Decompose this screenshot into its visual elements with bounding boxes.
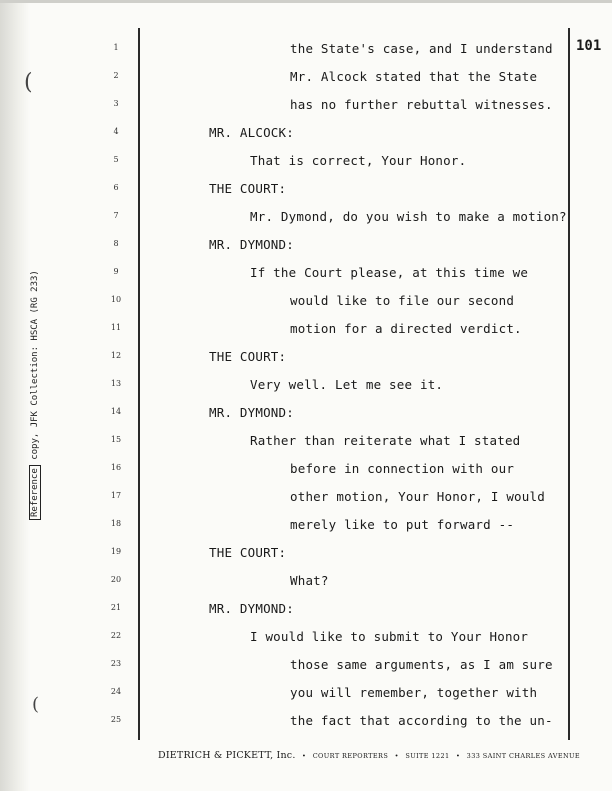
- line-number: 22: [110, 631, 122, 640]
- line-number: 12: [110, 351, 122, 360]
- left-margin-rule: [138, 28, 140, 740]
- line-number: 14: [110, 407, 122, 416]
- line-number: 13: [110, 379, 122, 388]
- footer-separator: •: [302, 752, 307, 760]
- footer-firm: DIETRICH & PICKETT, Inc.: [158, 750, 296, 761]
- scan-artifact-mark: (: [32, 694, 40, 715]
- line-number: 4: [113, 127, 119, 136]
- footer-separator: •: [394, 752, 399, 760]
- footer-suite: SUITE 1221: [405, 752, 450, 760]
- transcript-line: the fact that according to the un-: [290, 713, 553, 728]
- transcript-line: Mr. Alcock stated that the State: [290, 69, 538, 84]
- line-number: 24: [110, 687, 122, 696]
- line-number: 1: [113, 43, 119, 52]
- line-number: 19: [110, 547, 122, 556]
- line-number: 9: [113, 267, 119, 276]
- page-number: 101: [576, 38, 602, 54]
- speaker-label: THE COURT:: [209, 545, 287, 560]
- speaker-label: MR. ALCOCK:: [209, 125, 294, 140]
- footer-reporters: COURT REPORTERS: [312, 752, 389, 760]
- transcript-line: Very well. Let me see it.: [250, 377, 444, 392]
- line-number: 15: [110, 435, 122, 444]
- line-number: 5: [113, 155, 119, 164]
- transcript-line: What?: [290, 573, 329, 588]
- line-number: 8: [113, 239, 119, 248]
- court-reporter-footer: [158, 750, 580, 761]
- line-number: 23: [110, 659, 122, 668]
- transcript-line: That is correct, Your Honor.: [250, 153, 467, 168]
- stamp-prefix: Reference: [29, 465, 41, 520]
- scan-left-edge: [0, 0, 30, 791]
- transcript-line: merely like to put forward --: [290, 517, 515, 532]
- scan-top-edge: [0, 0, 612, 3]
- line-number: 3: [113, 99, 119, 108]
- line-number: 6: [113, 183, 119, 192]
- transcript-line: motion for a directed verdict.: [290, 321, 522, 336]
- speaker-label: MR. DYMOND:: [209, 405, 294, 420]
- line-number: 20: [110, 575, 122, 584]
- transcript-line: would like to file our second: [290, 293, 515, 308]
- transcript-line: I would like to submit to Your Honor: [250, 629, 529, 644]
- speaker-label: THE COURT:: [209, 349, 287, 364]
- transcript-line: the State's case, and I understand: [290, 41, 553, 56]
- line-number: 16: [110, 463, 122, 472]
- transcript-line: Rather than reiterate what I stated: [250, 433, 521, 448]
- line-number: 25: [110, 715, 122, 724]
- footer-address: 333 SAINT CHARLES AVENUE: [466, 752, 581, 760]
- stamp-text: copy, JFK Collection: HSCA (RG 233): [30, 270, 40, 460]
- speaker-label: MR. DYMOND:: [209, 237, 294, 252]
- transcript-line: has no further rebuttal witnesses.: [290, 97, 553, 112]
- transcript-line: those same arguments, as I am sure: [290, 657, 553, 672]
- speaker-label: THE COURT:: [209, 181, 287, 196]
- scan-artifact-mark: (: [24, 70, 33, 95]
- transcript-line: Mr. Dymond, do you wish to make a motion?: [250, 209, 567, 224]
- line-number: 17: [110, 491, 122, 500]
- transcript-line: If the Court please, at this time we: [250, 265, 529, 280]
- line-number: 21: [110, 603, 122, 612]
- right-margin-rule: [568, 28, 570, 740]
- transcript-line: other motion, Your Honor, I would: [290, 489, 545, 504]
- transcript-line: before in connection with our: [290, 461, 515, 476]
- footer-separator: •: [455, 752, 461, 760]
- line-number: 18: [110, 519, 122, 528]
- line-number: 11: [110, 323, 122, 332]
- archive-reference-stamp: [30, 270, 40, 520]
- line-number: 2: [113, 71, 119, 80]
- line-number: 10: [110, 295, 122, 304]
- line-number: 7: [113, 211, 119, 220]
- transcript-line: you will remember, together with: [290, 685, 538, 700]
- speaker-label: MR. DYMOND:: [209, 601, 294, 616]
